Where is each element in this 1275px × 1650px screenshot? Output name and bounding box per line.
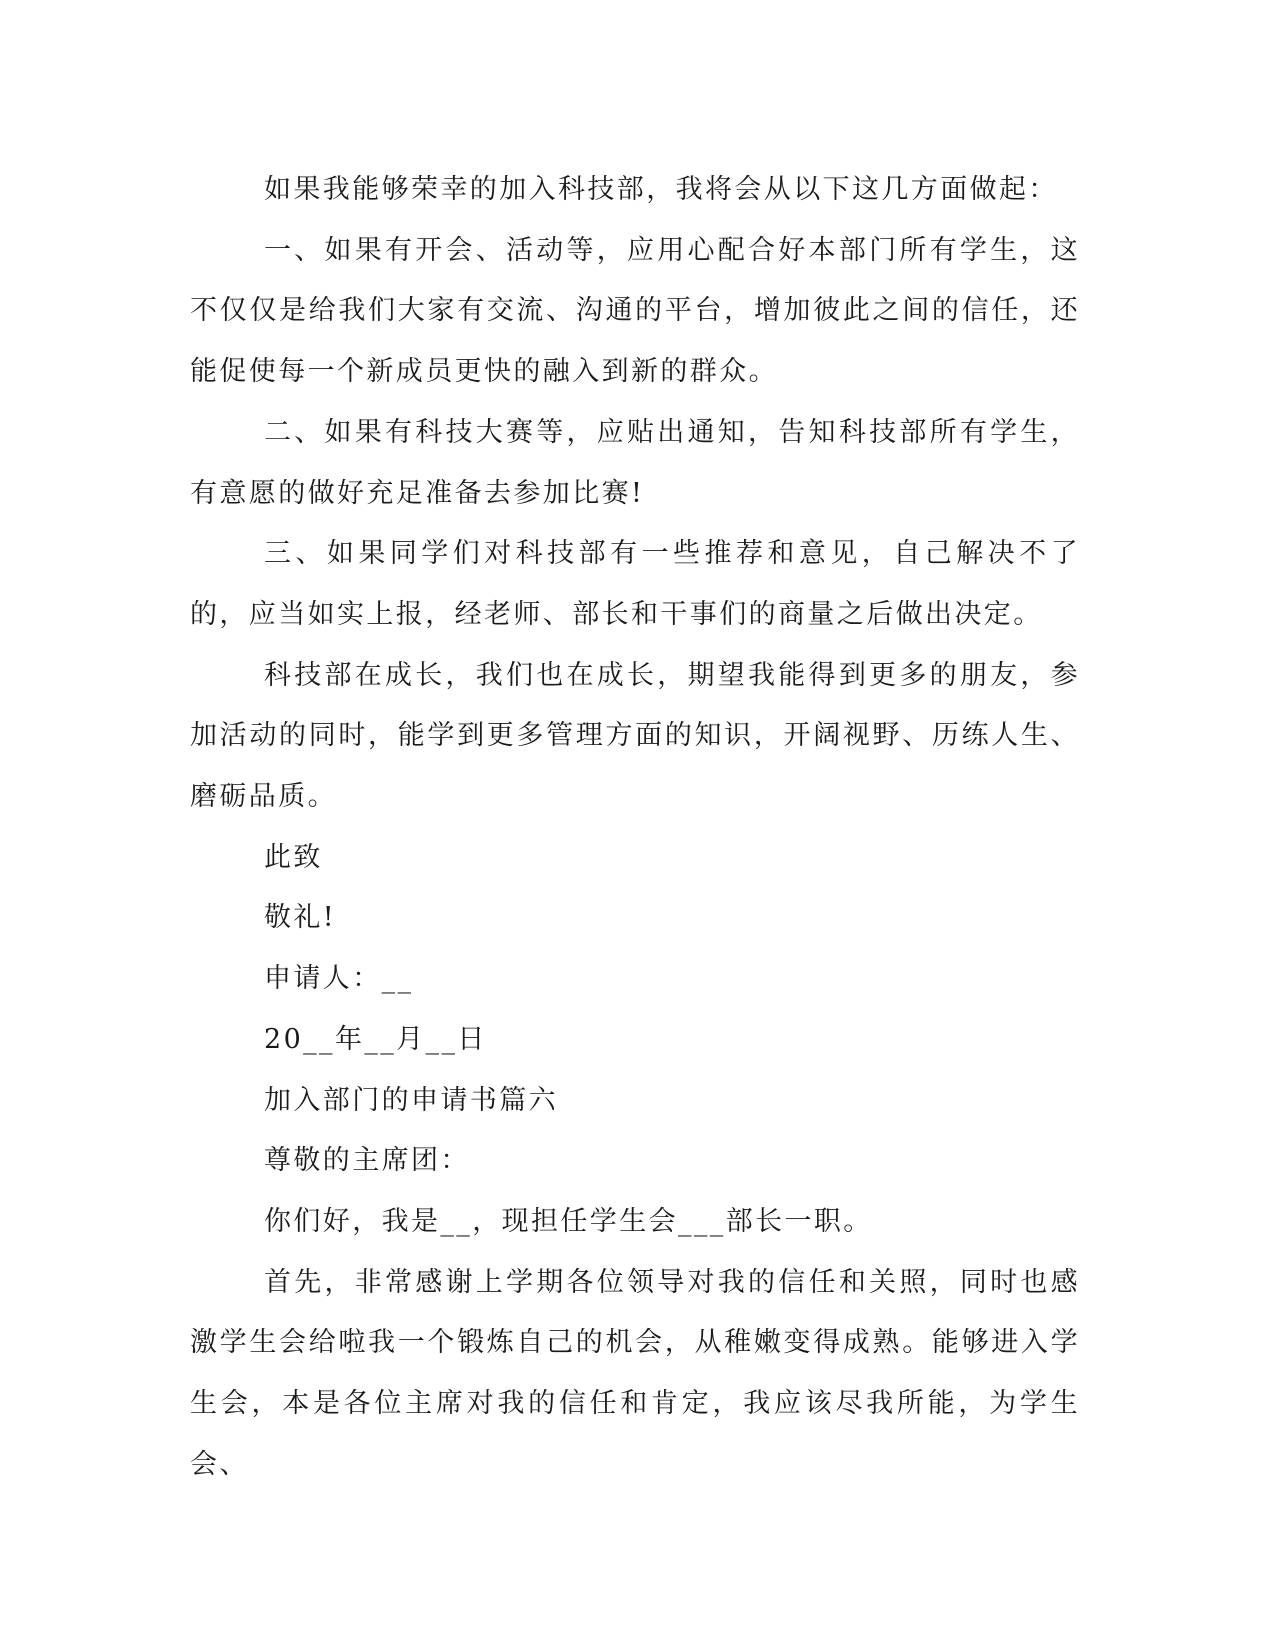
closing-regards: 敬礼! [264,902,337,934]
paragraph-thanks: 首先，非常感谢上学期各位领导对我的信任和关照，同时也感激学生会给啦我一个锻炼自己的机会，从稚嫩变得成熟。能够进入学生会，本是各位主席对我的信任和肯定，我应该尽我所能，为学生会、 [190,1266,1080,1480]
paragraph-growth: 科技部在成长，我们也在成长，期望我能得到更多的朋友，参加活动的同时，能学到更多管理方面的知识，开阔视野、历练人生、磨砺品质。 [190,659,1080,813]
paragraph-point-two: 二、如果有科技大赛等，应贴出通知，告知科技部所有学生，有意愿的做好充足准备去参加比赛! [190,416,1080,509]
document-body [190,160,1080,1495]
greeting-intro: 你们好，我是__，现担任学生会___部长一职。 [264,1205,873,1237]
paragraph-point-three: 三、如果同学们对科技部有一些推荐和意见，自己解决不了的，应当如实上报，经老师、部长和干事们的商量之后做出决定。 [190,538,1080,630]
applicant-signature: 申请人：__ [264,963,414,995]
closing-salutation: 此致 [264,841,323,873]
greeting-recipient: 尊敬的主席团： [264,1145,470,1177]
section-title: 加入部门的申请书篇六 [264,1084,558,1116]
paragraph-point-one: 一、如果有开会、活动等，应用心配合好本部门所有学生，这不仅仅是给我们大家有交流、沟通的平台，增加彼此之间的信任，还能促使每一个新成员更快的融入到新的群众。 [190,234,1080,388]
date-line: 20__年__月__日 [264,1023,487,1055]
paragraph-intro: 如果我能够荣幸的加入科技部，我将会从以下这几方面做起： [264,174,1058,205]
